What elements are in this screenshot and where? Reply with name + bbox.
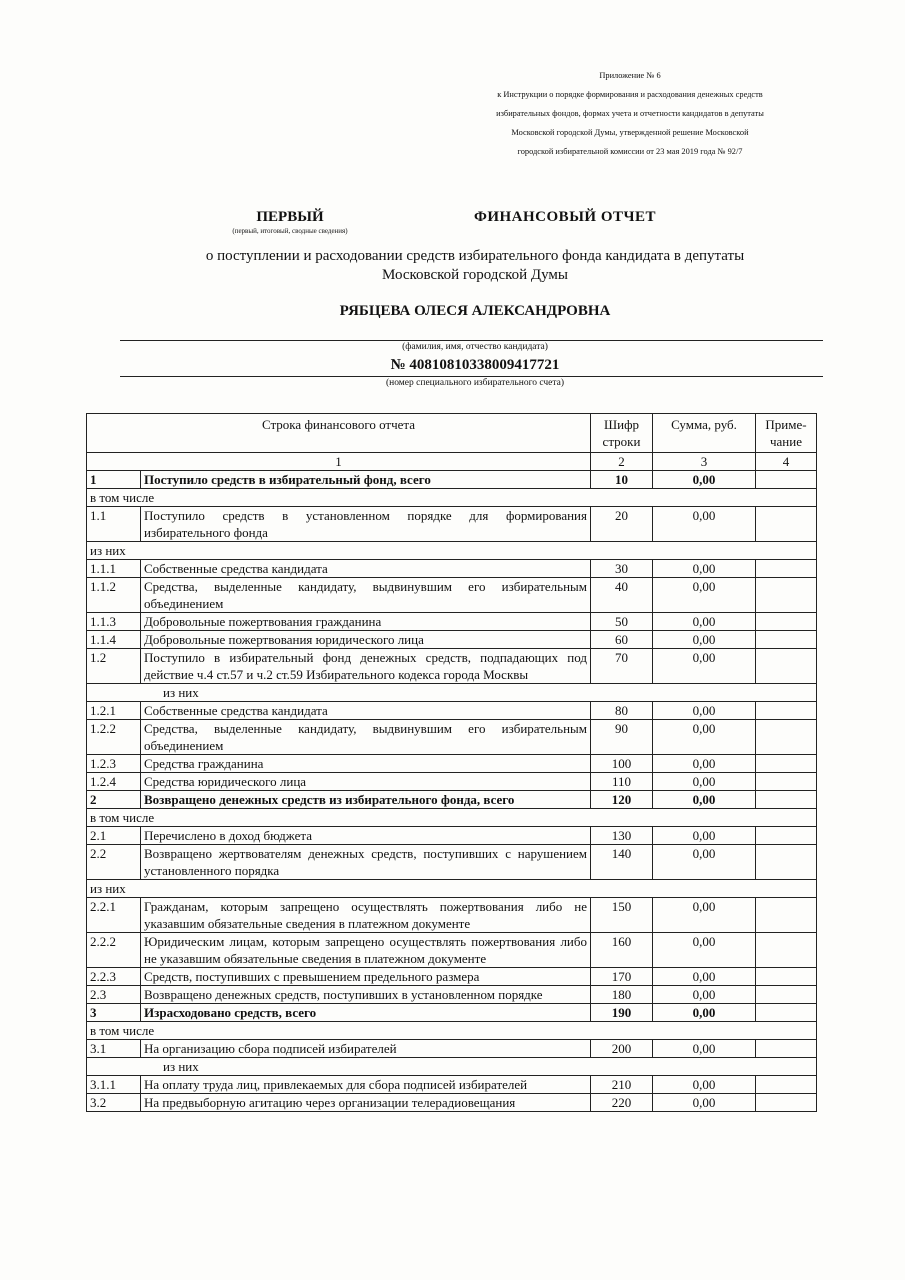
row-code: 90 [591, 720, 653, 755]
table-row [87, 845, 817, 880]
row-description: Возвращено денежных средств из избирательного фонда, всего [141, 791, 591, 809]
row-description: Поступило средств в установленном порядке для формирования избирательного фонда [141, 507, 591, 542]
table-subheader-row [87, 1022, 817, 1040]
row-sum: 0,00 [653, 702, 756, 720]
row-code: 210 [591, 1076, 653, 1094]
table-row [87, 755, 817, 773]
row-code: 160 [591, 933, 653, 968]
row-code: 180 [591, 986, 653, 1004]
row-note [756, 578, 817, 613]
row-number: 2 [87, 791, 141, 809]
subtitle-line: о поступлении и расходовании средств избирательного фонда кандидата в депутаты [205, 248, 745, 264]
row-sum: 0,00 [653, 631, 756, 649]
candidate-name: РЯБЦЕВА ОЛЕСЯ АЛЕКСАНДРОВНА [339, 303, 611, 319]
row-description: Средства гражданина [141, 755, 591, 773]
subheader-text: из них [87, 684, 817, 702]
row-number: 2.2.3 [87, 968, 141, 986]
row-code: 200 [591, 1040, 653, 1058]
row-description: Возвращено жертвователям денежных средств, поступивших с нарушением установленного порядка [141, 845, 591, 880]
row-note [756, 613, 817, 631]
row-note [756, 471, 817, 489]
table-row [87, 1040, 817, 1058]
table-subheader-row [87, 1058, 817, 1076]
row-number: 2.2.1 [87, 898, 141, 933]
table-row [87, 773, 817, 791]
table-row [87, 791, 817, 809]
table-row [87, 986, 817, 1004]
table-subheader-row [87, 880, 817, 898]
table-row [87, 1004, 817, 1022]
row-sum: 0,00 [653, 773, 756, 791]
table-row [87, 702, 817, 720]
row-number: 1 [87, 471, 141, 489]
row-code: 60 [591, 631, 653, 649]
row-note [756, 773, 817, 791]
row-number: 1.1.4 [87, 631, 141, 649]
row-note [756, 649, 817, 684]
row-sum: 0,00 [653, 720, 756, 755]
appendix-line: избирательных фондов, формах учета и отчетности кандидатов в депутаты [496, 109, 764, 118]
row-note [756, 1094, 817, 1112]
table-row [87, 1094, 817, 1112]
header-note: Приме-чание [756, 414, 817, 453]
row-number: 3 [87, 1004, 141, 1022]
row-description: Перечислено в доход бюджета [141, 827, 591, 845]
account-hint: (номер специального избирательного счета) [385, 378, 565, 388]
table-body [87, 471, 817, 1112]
row-note [756, 631, 817, 649]
appendix-line: городской избирательной комиссии от 23 мая 2019 года № 92/7 [517, 147, 743, 156]
row-description: Собственные средства кандидата [141, 702, 591, 720]
subheader-text: в том числе [87, 809, 817, 827]
row-code: 170 [591, 968, 653, 986]
row-code: 130 [591, 827, 653, 845]
row-description: Израсходовано средств, всего [141, 1004, 591, 1022]
table-number-row [87, 453, 817, 471]
title-row [0, 209, 905, 237]
header-code: Шифр строки [591, 414, 653, 453]
row-code: 10 [591, 471, 653, 489]
row-number: 1.2 [87, 649, 141, 684]
row-number: 1.2.2 [87, 720, 141, 755]
candidate-hint: (фамилия, имя, отчество кандидата) [402, 342, 548, 352]
row-description: Собственные средства кандидата [141, 560, 591, 578]
row-note [756, 560, 817, 578]
row-description: Средства юридического лица [141, 773, 591, 791]
row-code: 30 [591, 560, 653, 578]
candidate-underline [120, 340, 823, 341]
table-row [87, 827, 817, 845]
row-number: 1.1 [87, 507, 141, 542]
row-note [756, 791, 817, 809]
row-description: Поступило средств в избирательный фонд, всего [141, 471, 591, 489]
row-note [756, 898, 817, 933]
row-sum: 0,00 [653, 898, 756, 933]
row-code: 80 [591, 702, 653, 720]
account-underline [120, 376, 823, 377]
row-description: Средства, выделенные кандидату, выдвинувшим его избирательным объединением [141, 720, 591, 755]
row-note [756, 968, 817, 986]
row-number: 3.1 [87, 1040, 141, 1058]
row-note [756, 827, 817, 845]
header-sum: Сумма, руб. [653, 414, 756, 453]
row-description: Поступило в избирательный фонд денежных средств, подпадающих под действие ч.4 ст.57 и ч.2 ст.59 Избирательного кодекса города Москвы [141, 649, 591, 684]
row-number: 2.2 [87, 845, 141, 880]
table-row [87, 933, 817, 968]
row-sum: 0,00 [653, 578, 756, 613]
appendix-line: Московской городской Думы, утвержденной решение Московской [511, 128, 749, 137]
row-number: 1.1.2 [87, 578, 141, 613]
account-number: № 40810810338009417721 [390, 357, 560, 373]
row-code: 20 [591, 507, 653, 542]
row-number: 2.2.2 [87, 933, 141, 968]
row-note [756, 702, 817, 720]
table-header-row [87, 414, 817, 453]
row-sum: 0,00 [653, 827, 756, 845]
table-row [87, 507, 817, 542]
table-row [87, 1076, 817, 1094]
subtitle-line: Московской городской Думы [381, 267, 569, 283]
subheader-text: из них [87, 542, 817, 560]
row-code: 100 [591, 755, 653, 773]
table-row [87, 898, 817, 933]
row-number: 1.2.3 [87, 755, 141, 773]
row-description: На предвыборную агитацию через организации телерадиовещания [141, 1094, 591, 1112]
row-code: 70 [591, 649, 653, 684]
table-row [87, 720, 817, 755]
row-code: 220 [591, 1094, 653, 1112]
row-note [756, 986, 817, 1004]
row-note [756, 1040, 817, 1058]
row-note [756, 720, 817, 755]
row-code: 140 [591, 845, 653, 880]
row-code: 50 [591, 613, 653, 631]
appendix-line: Приложение № 6 [599, 71, 661, 80]
row-number: 2.3 [87, 986, 141, 1004]
row-code: 120 [591, 791, 653, 809]
row-description: Гражданам, которым запрещено осуществлять пожертвования либо не указавшим обязательные сведения в платежном документе [141, 898, 591, 933]
row-sum: 0,00 [653, 845, 756, 880]
row-sum: 0,00 [653, 791, 756, 809]
table-subheader-row [87, 809, 817, 827]
row-description: Добровольные пожертвования гражданина [141, 613, 591, 631]
subheader-text: в том числе [87, 489, 817, 507]
row-number: 1.1.1 [87, 560, 141, 578]
row-description: Добровольные пожертвования юридического лица [141, 631, 591, 649]
subheader-text: из них [87, 880, 817, 898]
column-number: 3 [653, 453, 756, 471]
row-sum: 0,00 [653, 1076, 756, 1094]
appendix-line: к Инструкции о порядке формирования и расходования денежных средств [497, 90, 763, 99]
row-sum: 0,00 [653, 1094, 756, 1112]
row-code: 150 [591, 898, 653, 933]
row-code: 190 [591, 1004, 653, 1022]
table-row [87, 631, 817, 649]
row-number: 3.1.1 [87, 1076, 141, 1094]
report-type-hint: (первый, итоговый, сводные сведения) [232, 227, 348, 235]
row-sum: 0,00 [653, 649, 756, 684]
financial-report-table [86, 413, 817, 1112]
row-sum: 0,00 [653, 755, 756, 773]
row-code: 110 [591, 773, 653, 791]
row-description: Средств, поступивших с превышением предельного размера [141, 968, 591, 986]
table-row [87, 968, 817, 986]
row-sum: 0,00 [653, 471, 756, 489]
table-row [87, 560, 817, 578]
row-note [756, 755, 817, 773]
row-note [756, 845, 817, 880]
row-note [756, 933, 817, 968]
report-type: ПЕРВЫЙ [256, 209, 324, 225]
table-row [87, 613, 817, 631]
row-note [756, 507, 817, 542]
row-sum: 0,00 [653, 507, 756, 542]
row-sum: 0,00 [653, 968, 756, 986]
row-sum: 0,00 [653, 933, 756, 968]
table-subheader-row [87, 542, 817, 560]
table-row [87, 471, 817, 489]
row-sum: 0,00 [653, 1040, 756, 1058]
row-sum: 0,00 [653, 986, 756, 1004]
row-sum: 0,00 [653, 560, 756, 578]
row-description: На оплату труда лиц, привлекаемых для сбора подписей избирателей [141, 1076, 591, 1094]
row-number: 1.2.4 [87, 773, 141, 791]
subheader-text: из них [87, 1058, 817, 1076]
report-subtitle [110, 247, 840, 285]
column-number: 1 [87, 453, 591, 471]
row-number: 1.1.3 [87, 613, 141, 631]
row-number: 2.1 [87, 827, 141, 845]
row-number: 1.2.1 [87, 702, 141, 720]
header-line-label: Строка финансового отчета [87, 414, 591, 453]
row-sum: 0,00 [653, 613, 756, 631]
row-number: 3.2 [87, 1094, 141, 1112]
table-row [87, 649, 817, 684]
table-subheader-row [87, 684, 817, 702]
column-number: 2 [591, 453, 653, 471]
row-note [756, 1004, 817, 1022]
table-subheader-row [87, 489, 817, 507]
report-title: ФИНАНСОВЫЙ ОТЧЕТ [473, 209, 657, 225]
column-number: 4 [756, 453, 817, 471]
row-description: Возвращено денежных средств, поступивших в установленном порядке [141, 986, 591, 1004]
row-description: Средства, выделенные кандидату, выдвинувшим его избирательным объединением [141, 578, 591, 613]
appendix-block [440, 66, 820, 161]
row-note [756, 1076, 817, 1094]
row-description: На организацию сбора подписей избирателей [141, 1040, 591, 1058]
row-sum: 0,00 [653, 1004, 756, 1022]
row-description: Юридическим лицам, которым запрещено осуществлять пожертвования либо не указавшим обязательные сведения в платежном документе [141, 933, 591, 968]
row-code: 40 [591, 578, 653, 613]
subheader-text: в том числе [87, 1022, 817, 1040]
table-row [87, 578, 817, 613]
